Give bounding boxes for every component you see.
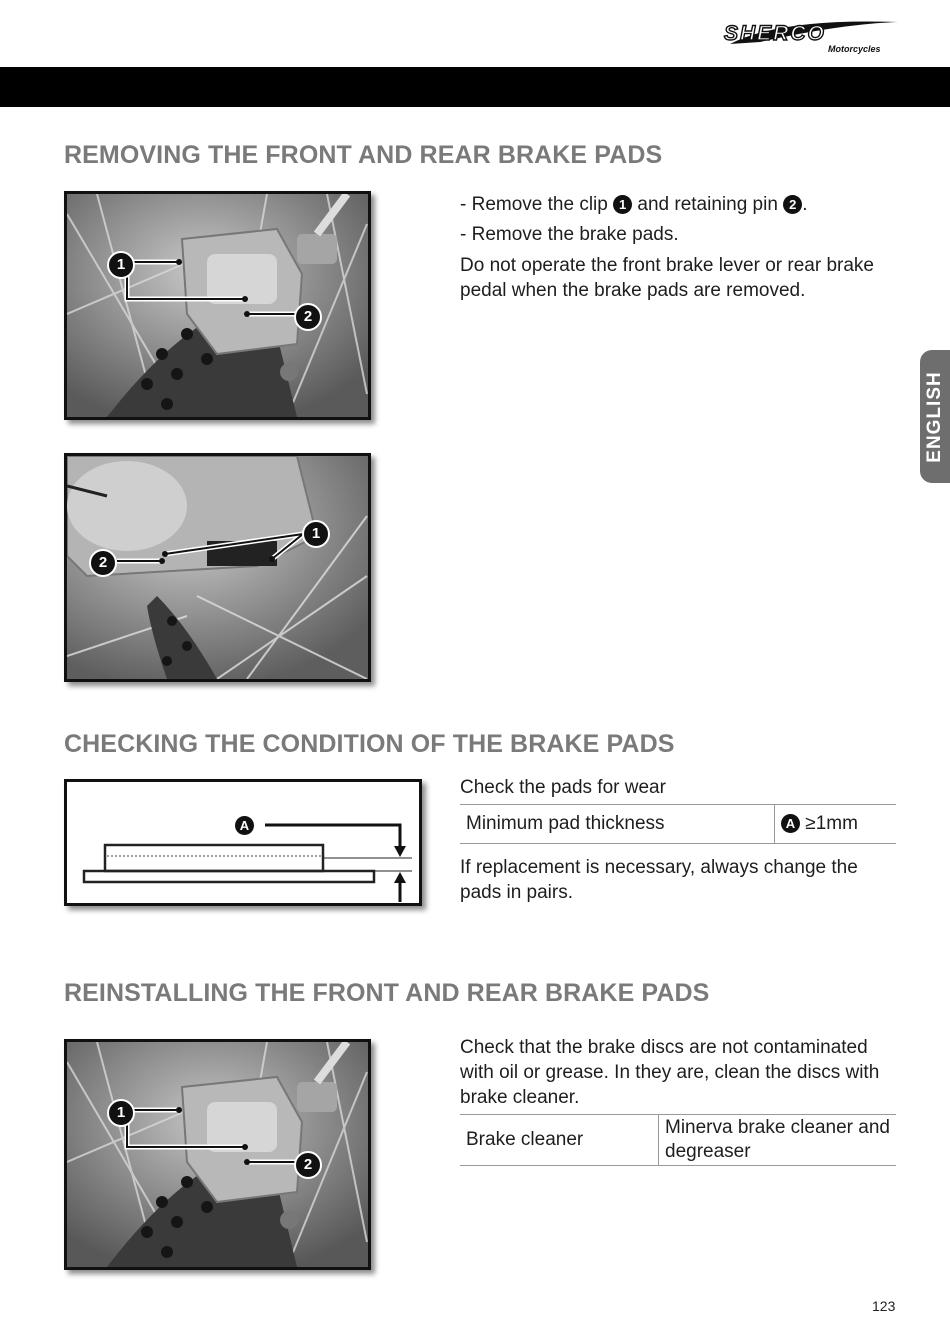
instruction-line-2: - Remove the brake pads. bbox=[460, 224, 679, 245]
callout-1: 1 bbox=[107, 1099, 135, 1127]
callout-2: 2 bbox=[294, 303, 322, 331]
table-row bbox=[460, 805, 896, 844]
callout-2: 2 bbox=[294, 1151, 322, 1179]
checking-note: If replacement is necessary, always change the pads in pairs. bbox=[460, 857, 858, 903]
section-title-removing: REMOVING THE FRONT AND REAR BRAKE PADS bbox=[64, 141, 663, 169]
table-label: Minimum pad thickness bbox=[460, 805, 775, 844]
removing-note: Do not operate the front brake lever or rear brake pedal when the brake pads are removed. bbox=[460, 255, 875, 301]
callout-1: 1 bbox=[107, 251, 135, 279]
instruction-line-1: - Remove the clip 1 and retaining pin 2 . bbox=[460, 194, 808, 215]
callout-2: 2 bbox=[89, 549, 117, 577]
reinstalling-note: Check that the brake discs are not contaminated with oil or grease. In they are, clean the discs with brake cleaner. bbox=[460, 1037, 880, 1108]
logo-wordmark: SHERCO bbox=[724, 22, 826, 45]
table-label: Brake cleaner bbox=[460, 1115, 659, 1166]
table-callout-a: A bbox=[781, 814, 800, 833]
callout-1: 1 bbox=[302, 520, 330, 548]
photo-caliper-front bbox=[64, 191, 371, 420]
min-thickness-table bbox=[460, 804, 896, 844]
pad-thickness-diagram bbox=[64, 779, 422, 906]
table-row bbox=[460, 1115, 896, 1166]
sherco-logo bbox=[720, 14, 902, 56]
language-tab bbox=[920, 350, 950, 483]
page-number: 123 bbox=[872, 1298, 896, 1314]
logo-subtitle: Motorcycles bbox=[828, 44, 881, 54]
brake-cleaner-table bbox=[460, 1114, 896, 1166]
section-title-checking: CHECKING THE CONDITION OF THE BRAKE PADS bbox=[64, 730, 675, 758]
removing-instructions bbox=[460, 192, 900, 303]
table-value: Minerva brake cleaner and degreaser bbox=[665, 1117, 890, 1162]
callout-a: A bbox=[235, 816, 254, 835]
checking-intro: Check the pads for wear bbox=[460, 777, 666, 798]
header-bar bbox=[0, 67, 950, 107]
photo-caliper-reinstall bbox=[64, 1039, 371, 1270]
inline-callout-1: 1 bbox=[613, 195, 632, 214]
section-title-reinstalling: REINSTALLING THE FRONT AND REAR BRAKE PADS bbox=[64, 979, 710, 1007]
table-value: A ≥1mm bbox=[775, 805, 897, 844]
photo-caliper-pin bbox=[64, 453, 371, 682]
inline-callout-2: 2 bbox=[783, 195, 802, 214]
language-tab-label: ENGLISH bbox=[924, 370, 945, 463]
